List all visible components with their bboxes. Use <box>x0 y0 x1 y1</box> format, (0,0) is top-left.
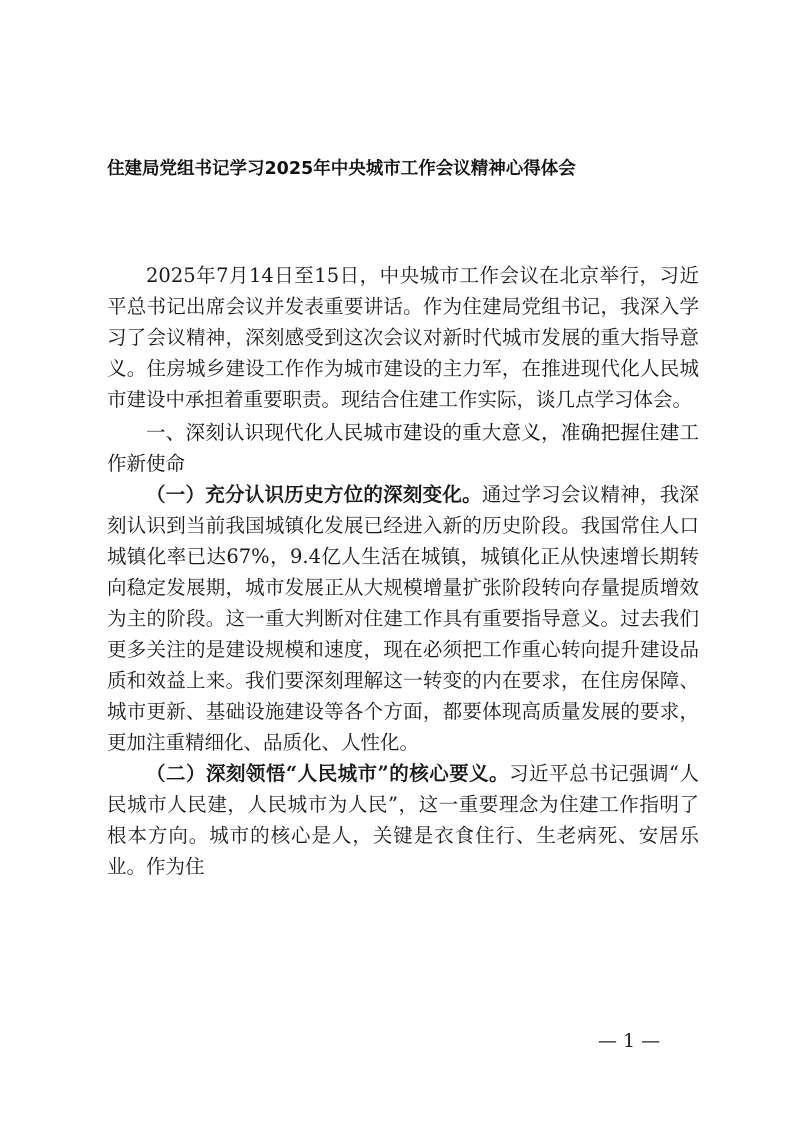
section-heading-1: 一、深刻认识现代化人民城市建设的重大意义，准确把握住建工作新使命 <box>107 421 699 475</box>
page-number: — 1 — <box>598 1030 661 1052</box>
document-body <box>107 260 699 882</box>
subsection-1-body: 通过学习会议精神，我深刻认识到当前我国城镇化发展已经进入新的历史阶段。我国常住人口城镇化率已达67%，9.4亿人生活在城镇，城镇化正从快速增长期转向稳定发展期，城市发展正从大规模增量扩张阶段转向存量提质增效为主的阶段。这一重大判断对住建工作具有重要指导意义。过去我们更多关注的是建设规模和速度，现在必须把工作重心转向提升建设品质和效益上来。我们要深刻理解这一转变的内在要求，在住房保障、城市更新、基础设施建设等各个方面，都要体现高质量发展的要求，更加注重精细化、品质化、人性化。 <box>107 483 699 754</box>
subsection-2-paragraph <box>107 758 699 882</box>
subsection-2-body: 习近平总书记强调“人民城市人民建，人民城市为人民”，这一重要理念为住建工作指明了根本方向。城市的核心是人，关键是衣食住行、生老病死、安居乐业。作为住 <box>107 762 699 878</box>
subsection-1-lead: （一）充分认识历史方位的深刻变化。 <box>146 483 482 506</box>
document-title: 住建局党组书记学习2025年中央城市工作会议精神心得体会 <box>107 159 576 179</box>
subsection-2-lead: （二）深刻领悟“人民城市”的核心要义。 <box>146 762 510 785</box>
intro-paragraph: 2025年7月14日至15日，中央城市工作会议在北京举行，习近平总书记出席会议并发表重要讲话。作为住建局党组书记，我深入学习了会议精神，深刻感受到这次会议对新时代城市发展的重大指导意义。住房城乡建设工作作为城市建设的主力军，在推进现代化人民城市建设中承担着重要职责。现结合住建工作实际，谈几点学习体会。 <box>107 264 699 411</box>
subsection-1-paragraph <box>107 479 699 758</box>
